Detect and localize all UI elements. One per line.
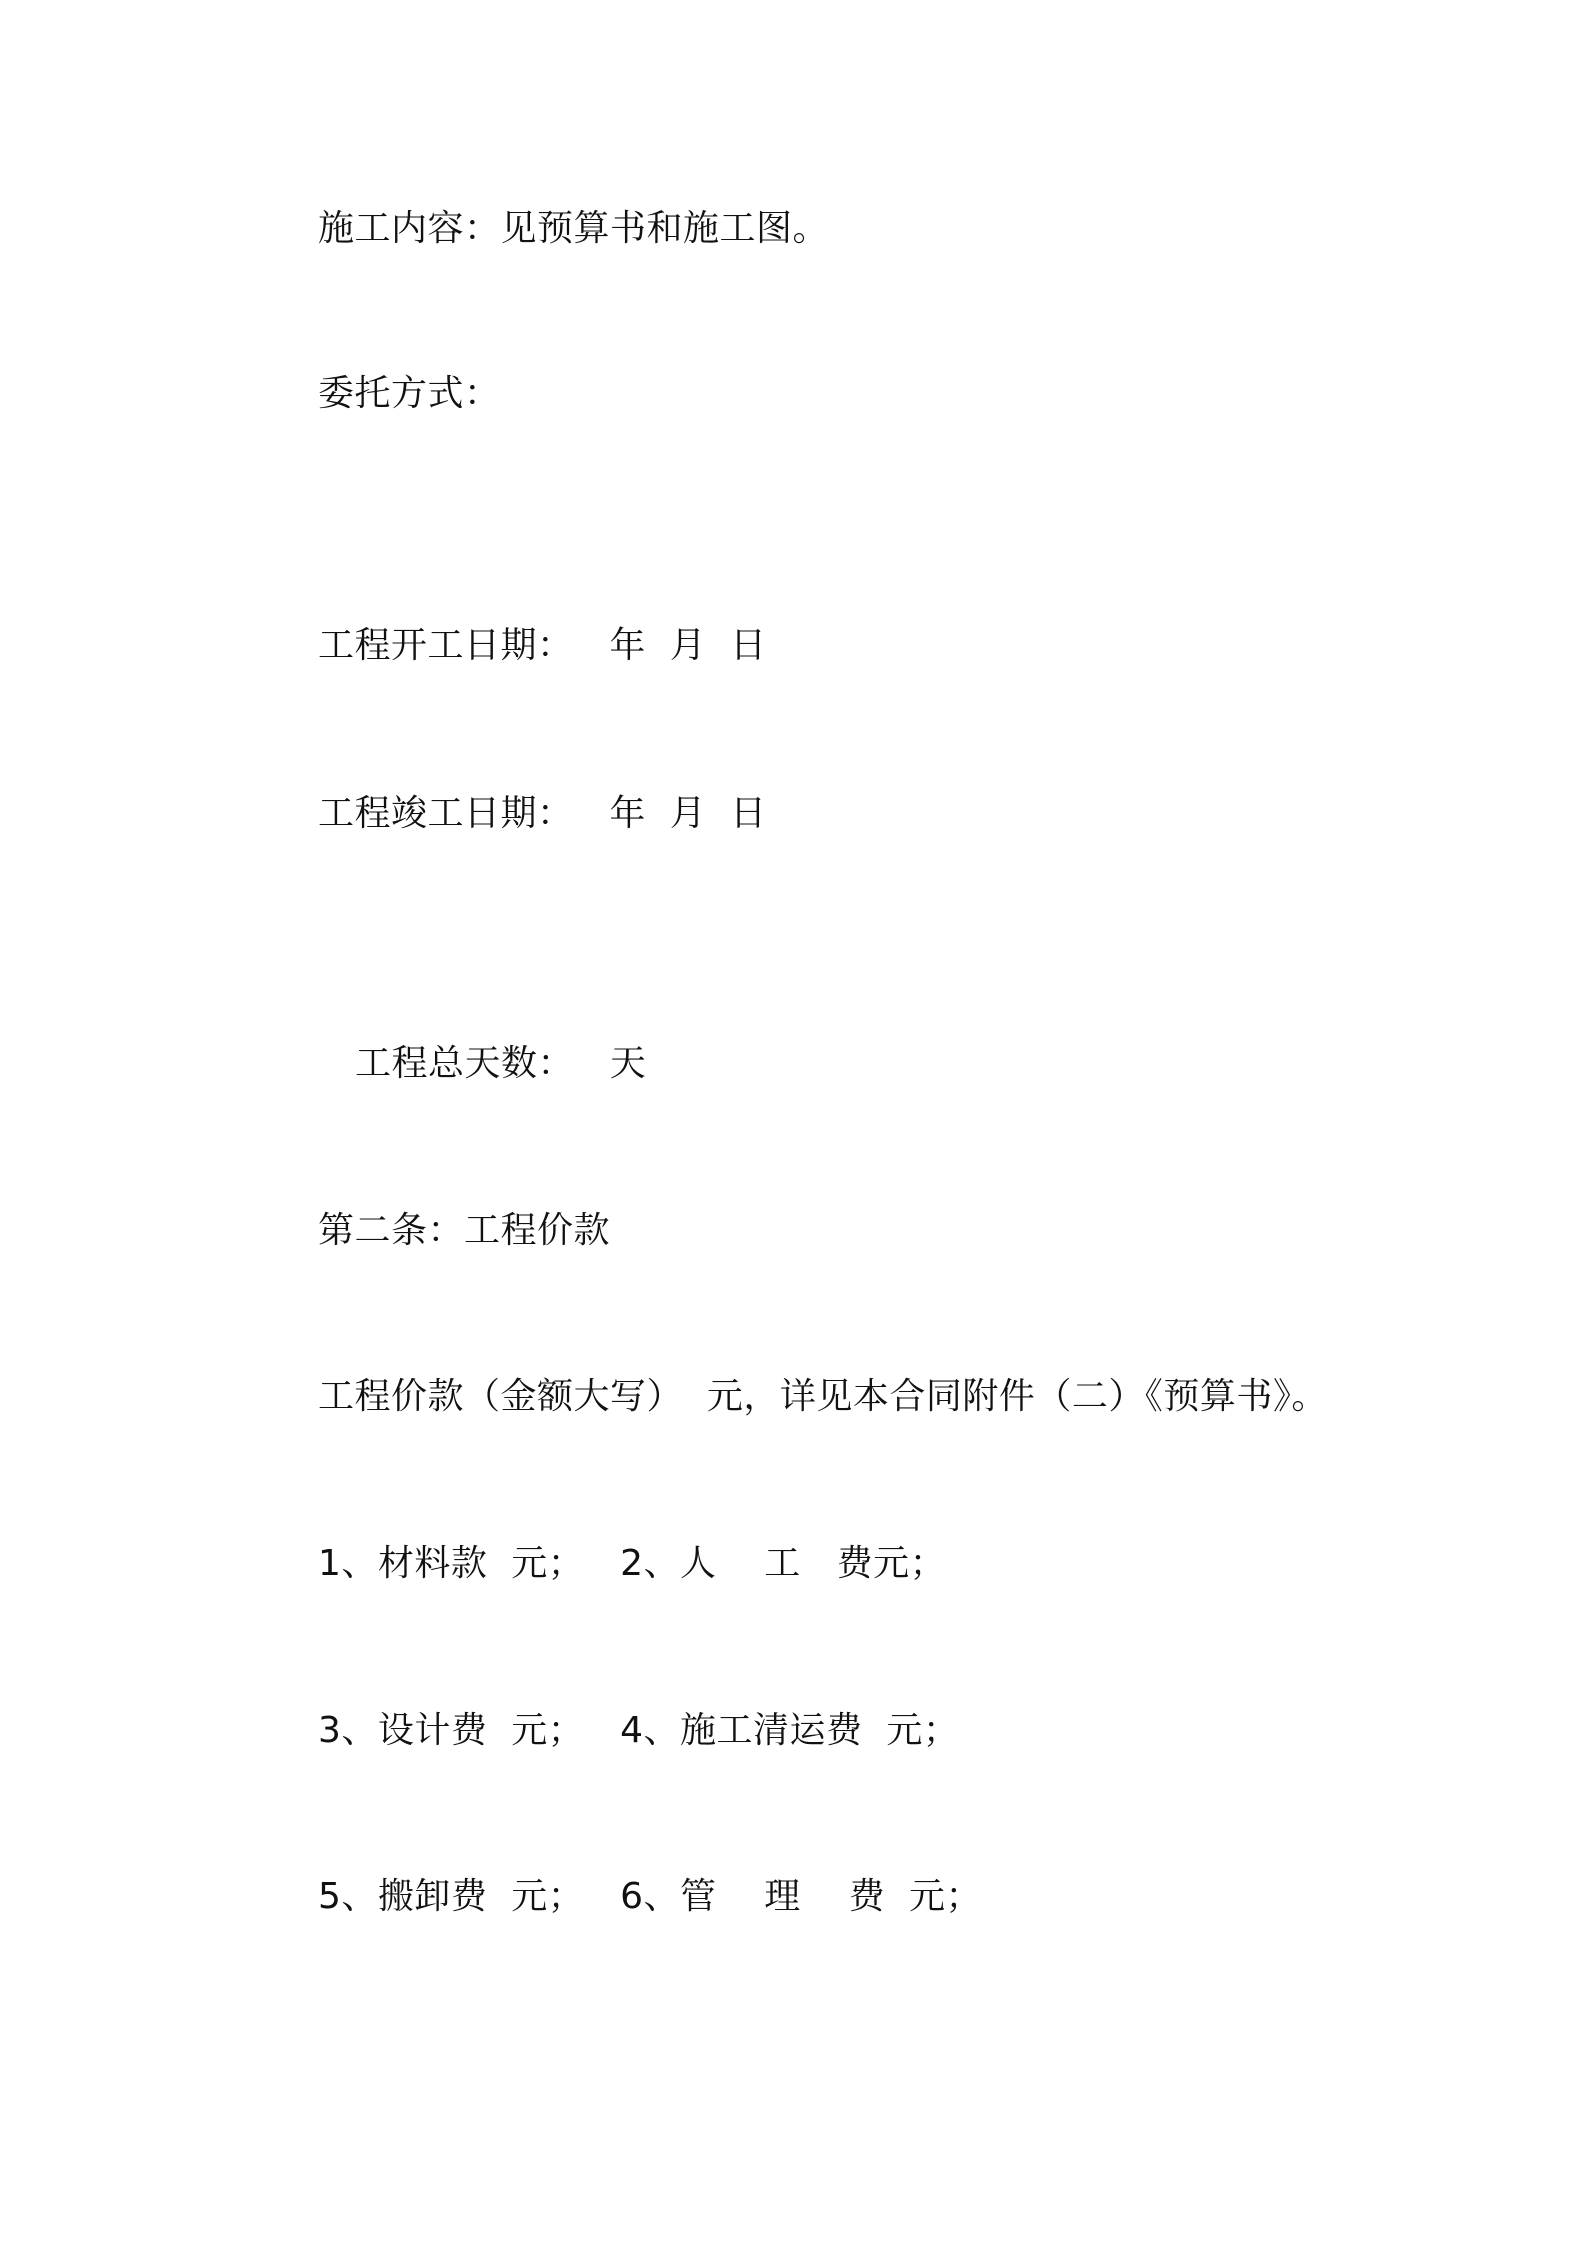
cost-items-1-2: 1、材料款 元； 2、人 工 费元；: [318, 1543, 947, 1584]
completion-date-line: 工程竣工日期： 年 月 日: [318, 793, 767, 834]
construction-content-line: 施工内容：见预算书和施工图。: [318, 208, 830, 249]
article-two-heading: 第二条：工程价款: [318, 1210, 611, 1251]
contract-price-line: 工程价款（金额大写） 元，详见本合同附件（二）《预算书》。: [318, 1376, 1328, 1417]
cost-items-5-6: 5、搬卸费 元； 6、管 理 费 元；: [318, 1876, 982, 1917]
commission-method-line: 委托方式：: [318, 373, 501, 414]
cost-items-3-4: 3、设计费 元； 4、施工清运费 元；: [318, 1710, 960, 1751]
total-days-line: 工程总天数： 天: [355, 1043, 647, 1084]
start-date-line: 工程开工日期： 年 月 日: [318, 625, 767, 666]
